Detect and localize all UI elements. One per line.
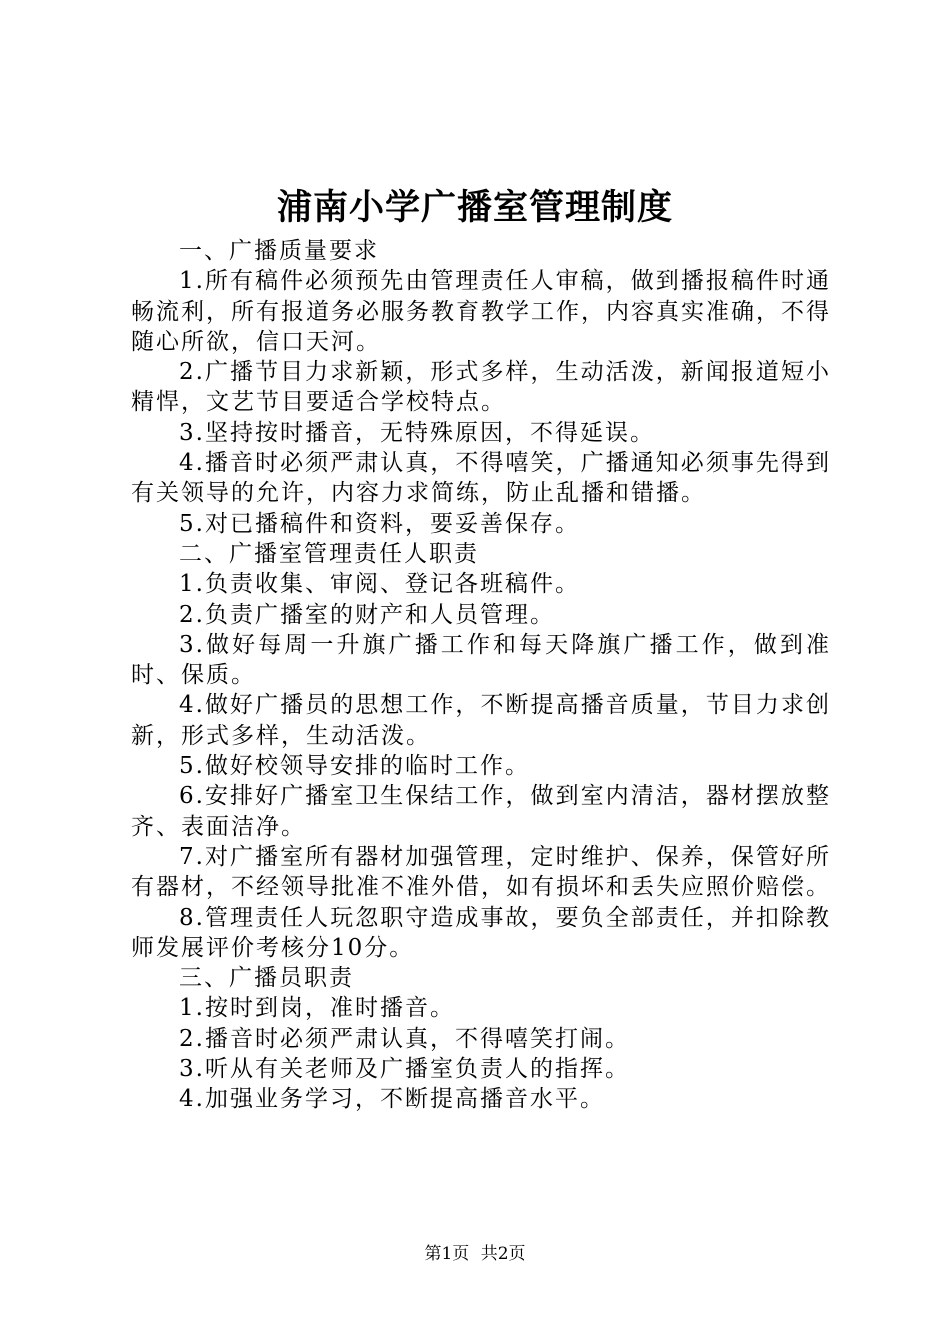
paragraph: 4.播音时必须严肃认真，不得嘻笑，广播通知必须事先得到有关领导的允许，内容力求简练，防止乱播和错播。 [131, 450, 831, 507]
paragraph: 8.管理责任人玩忽职守造成事故，要负全部责任，并扣除教师发展评价考核分10分。 [131, 904, 831, 961]
section-heading: 三、广播员职责 [179, 965, 354, 992]
paragraph: 7.对广播室所有器材加强管理，定时维护、保养，保管好所有器材，不经领导批准不准外借，如有损坏和丢失应照价赔偿。 [131, 843, 831, 901]
section-heading: 一、广播质量要求 [179, 238, 379, 264]
paragraph: 5.做好校领导安排的临时工作。 [179, 753, 530, 780]
paragraph: 1.按时到岗，准时播音。 [179, 995, 455, 1022]
paragraph: 3.坚持按时播音，无特殊原因，不得延误。 [179, 419, 655, 446]
page-number: 第1页 [424, 1244, 470, 1264]
paragraph: 4.做好广播员的思想工作，不断提高播音质量，节目力求创新，形式多样，生动活泼。 [131, 692, 831, 749]
page-total: 共2页 [480, 1244, 526, 1264]
paragraph: 6.安排好广播室卫生保结工作，做到室内清洁，器材摆放整齐、表面洁净。 [131, 783, 831, 840]
paragraph: 2.播音时必须严肃认真，不得嘻笑打闹。 [179, 1025, 630, 1052]
paragraph: 1.负责收集、审阅、登记各班稿件。 [179, 571, 580, 598]
paragraph: 5.对已播稿件和资料，要妥善保存。 [179, 510, 580, 537]
page-footer [0, 1242, 950, 1266]
paragraph: 3.做好每周一升旗广播工作和每天降旗广播工作，做到准时、保质。 [131, 631, 831, 689]
section-heading: 二、广播室管理责任人职责 [179, 540, 479, 567]
paragraph: 3.听从有关老师及广播室负责人的指挥。 [179, 1056, 630, 1083]
paragraph: 1.所有稿件必须预先由管理责任人审稿，做到播报稿件时通畅流利，所有报道务必服务教育教学工作，内容真实准确，不得随心所欲，信口天河。 [131, 268, 831, 355]
paragraph: 4.加强业务学习，不断提高播音水平。 [179, 1086, 605, 1113]
paragraph: 2.广播节目力求新颖，形式多样，生动活泼，新闻报道短小精悍，文艺节目要适合学校特点。 [131, 359, 831, 416]
paragraph: 2.负责广播室的财产和人员管理。 [179, 601, 555, 628]
document-body [131, 236, 831, 1115]
document-title: 浦南小学广播室管理制度 [276, 187, 673, 228]
